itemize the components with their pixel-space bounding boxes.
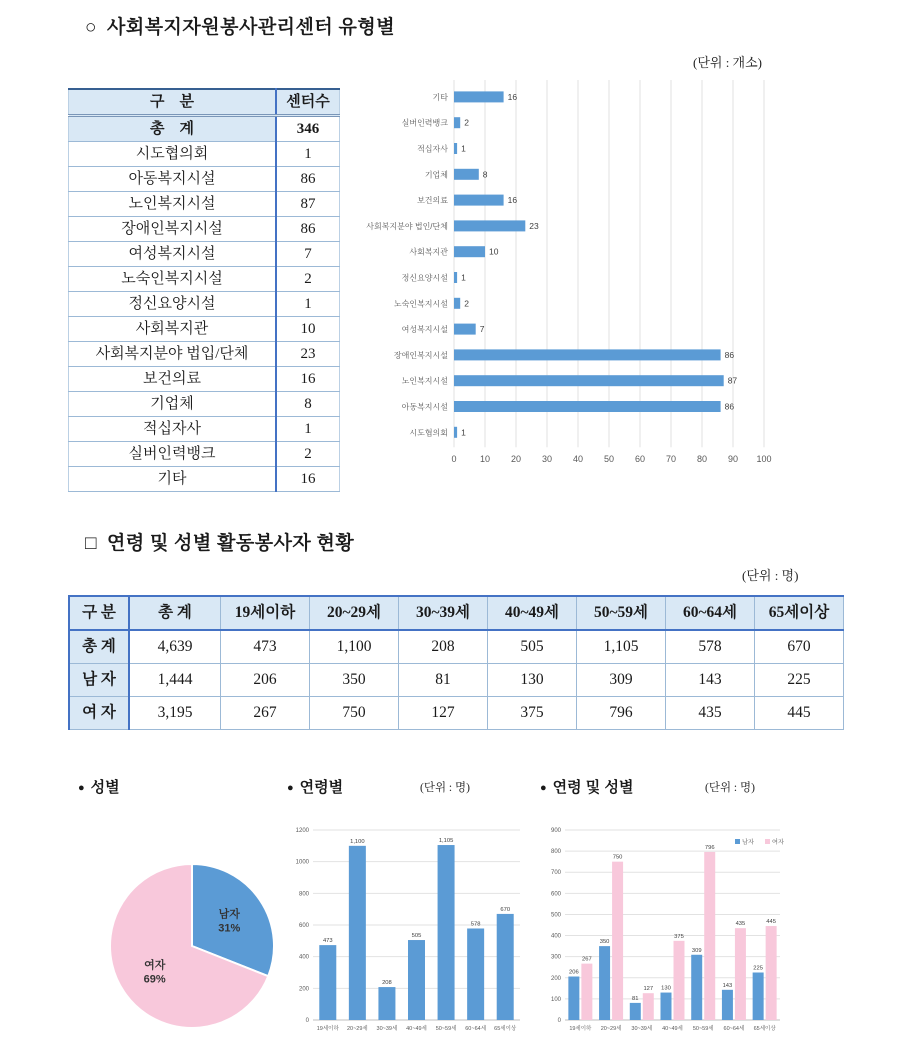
y-tick-label: 1000 — [295, 859, 309, 866]
category-label: 시도협의회 — [409, 428, 448, 438]
value-cell: 1,444 — [129, 664, 221, 697]
value-cell: 16 — [276, 467, 340, 492]
y-tick-label: 800 — [550, 849, 561, 856]
value-cell: 1 — [276, 142, 340, 167]
x-tick-label: 40 — [572, 454, 584, 465]
age-gender-chart-title — [540, 776, 633, 797]
bar — [722, 990, 733, 1020]
section2-title — [85, 528, 354, 555]
x-category-label: 19세이하 — [316, 1026, 339, 1032]
bar-value-label: 143 — [722, 982, 733, 989]
x-tick-label: 0 — [451, 454, 457, 465]
value-cell: 267 — [221, 697, 310, 730]
bar — [766, 926, 777, 1020]
bar — [581, 964, 592, 1020]
bar-value-label: 10 — [489, 246, 499, 257]
table-row — [69, 217, 340, 242]
row-label-cell: 시도협의회 — [69, 142, 277, 167]
y-tick-label: 600 — [550, 891, 561, 898]
pie-value-label: 69% — [143, 973, 166, 986]
x-tick-label: 10 — [479, 454, 491, 465]
bar-value-label: 8 — [482, 169, 488, 180]
gender-chart-title-text: 성별 — [90, 779, 120, 796]
value-cell: 2 — [276, 267, 340, 292]
row-label-cell: 적십자사 — [69, 417, 277, 442]
table-row — [69, 630, 844, 664]
age-gender-chart-unit-label: (단위 : 명) — [705, 782, 755, 794]
center-type-table — [68, 88, 340, 492]
value-cell: 1,105 — [577, 630, 666, 664]
age-chart-title-text: 연령별 — [299, 779, 344, 796]
bar-value-label: 1 — [461, 427, 466, 438]
table-row — [69, 242, 340, 267]
section1-title — [85, 12, 395, 39]
x-tick-label: 30 — [541, 454, 553, 465]
header-cell: 50~59세 — [577, 596, 666, 630]
bar-value-label: 208 — [382, 980, 392, 987]
table-row — [69, 367, 340, 392]
bar-value-label: 267 — [582, 956, 592, 963]
value-cell: 1 — [276, 417, 340, 442]
bar-value-label: 473 — [322, 938, 333, 945]
bar-value-label: 1,100 — [350, 838, 365, 845]
category-label: 기업체 — [424, 170, 448, 180]
center-type-bar-chart — [356, 78, 796, 470]
bar — [408, 940, 425, 1020]
bar — [319, 945, 336, 1020]
value-cell: 750 — [310, 697, 399, 730]
bar — [704, 852, 715, 1020]
value-cell: 10 — [276, 317, 340, 342]
value-cell: 375 — [488, 697, 577, 730]
table-row — [69, 142, 340, 167]
y-tick-label: 800 — [298, 891, 309, 898]
bar — [568, 977, 579, 1020]
table-row — [69, 167, 340, 192]
table-row — [69, 392, 340, 417]
table-row — [69, 267, 340, 292]
bar — [454, 169, 479, 180]
x-tick-label: 80 — [696, 454, 708, 465]
value-cell: 445 — [755, 697, 844, 730]
age-gender-bar-chart — [533, 818, 845, 1045]
bar — [454, 427, 457, 438]
bar-value-label: 1,105 — [438, 838, 454, 845]
value-cell: 1,100 — [310, 630, 399, 664]
header-cell: 30~39세 — [399, 596, 488, 630]
bar — [454, 349, 721, 360]
header-cell: 65세이상 — [755, 596, 844, 630]
row-label-cell: 노숙인복지시설 — [69, 267, 277, 292]
x-category-label: 20~29세 — [600, 1026, 622, 1032]
bar-value-label: 206 — [569, 969, 579, 976]
bar-value-label: 435 — [735, 921, 746, 928]
bar — [454, 298, 460, 309]
legend-swatch — [735, 839, 740, 844]
row-label-cell: 남 자 — [69, 664, 129, 697]
x-category-label: 20~29세 — [346, 1026, 368, 1032]
x-category-label: 65세이상 — [753, 1026, 776, 1032]
bar — [691, 955, 702, 1020]
bar-value-label: 445 — [766, 919, 776, 926]
category-label: 사회복지관 — [409, 247, 448, 257]
section1-unit-label: (단위 : 개소) — [693, 55, 763, 70]
x-category-label: 50~59세 — [692, 1026, 714, 1032]
bar-value-label: 2 — [464, 298, 469, 309]
value-cell: 1 — [276, 292, 340, 317]
value-cell: 578 — [666, 630, 755, 664]
bar — [753, 973, 764, 1021]
category-label: 장애인복지시설 — [393, 350, 448, 360]
section1-title-text: 사회복지자원봉사관리센터 유형별 — [106, 17, 396, 38]
bullet-icon: ● — [540, 782, 547, 794]
bar-value-label: 375 — [674, 933, 684, 940]
bar — [454, 272, 457, 283]
row-label-cell: 실버인력뱅크 — [69, 442, 277, 467]
bullet-icon: ● — [78, 782, 85, 794]
bar — [735, 928, 746, 1020]
x-tick-label: 100 — [756, 454, 772, 465]
x-category-label: 60~64세 — [723, 1026, 745, 1032]
row-label-cell: 기타 — [69, 467, 277, 492]
bar — [454, 220, 525, 231]
value-cell: 143 — [666, 664, 755, 697]
category-label: 기타 — [432, 92, 448, 102]
bar-value-label: 16 — [507, 91, 518, 102]
category-label: 노인복지시설 — [401, 376, 448, 386]
section2-unit-label: (단위 : 명) — [742, 568, 799, 583]
y-tick-label: 400 — [550, 933, 561, 940]
x-category-label: 50~59세 — [435, 1026, 457, 1032]
y-tick-label: 400 — [298, 954, 309, 961]
value-cell: 435 — [666, 697, 755, 730]
legend-label: 여자 — [772, 839, 784, 846]
bar-value-label: 81 — [632, 995, 639, 1002]
bar-value-label: 23 — [529, 220, 539, 231]
header-cell: 40~49세 — [488, 596, 577, 630]
table-row — [69, 116, 340, 142]
bar — [630, 1003, 641, 1020]
gender-chart-title — [78, 776, 120, 797]
row-label-cell: 사회복지관 — [69, 317, 277, 342]
category-label: 적십자사 — [417, 144, 448, 154]
x-tick-label: 20 — [510, 454, 522, 465]
row-label-cell: 기업체 — [69, 392, 277, 417]
value-cell: 87 — [276, 192, 340, 217]
bar-value-label: 796 — [704, 844, 715, 851]
table-header-row — [69, 89, 340, 116]
row-label-cell: 사회복지분야 법입/단체 — [69, 342, 277, 367]
x-category-label: 19세이하 — [569, 1026, 592, 1032]
bar — [438, 845, 455, 1020]
section2-title-text: 연령 및 성별 활동봉사자 현황 — [106, 533, 355, 554]
value-cell: 7 — [276, 242, 340, 267]
value-cell: 473 — [221, 630, 310, 664]
bullet-icon: ● — [287, 782, 294, 794]
table-row — [69, 442, 340, 467]
circle-marker: ○ — [85, 17, 97, 38]
y-tick-label: 900 — [550, 828, 561, 834]
bar-value-label: 1 — [461, 143, 466, 154]
bar-value-label: 750 — [612, 854, 623, 861]
bar — [378, 987, 395, 1020]
bar — [497, 914, 514, 1020]
bar-value-label: 505 — [411, 933, 422, 940]
y-tick-label: 200 — [550, 975, 561, 982]
header-cell: 센터수 — [276, 89, 340, 116]
table-row — [69, 697, 844, 730]
y-tick-label: 700 — [550, 870, 561, 877]
pie-label: 여자 — [144, 959, 166, 972]
bar — [349, 846, 366, 1020]
value-cell: 796 — [577, 697, 666, 730]
x-tick-label: 50 — [603, 454, 615, 465]
bar-value-label: 309 — [691, 947, 702, 954]
bar-value-label: 86 — [724, 401, 735, 412]
value-cell: 208 — [399, 630, 488, 664]
category-label: 사회복지분야 법인/단체 — [366, 221, 448, 231]
y-tick-label: 500 — [550, 912, 561, 919]
x-category-label: 60~64세 — [465, 1026, 487, 1032]
bar-value-label: 350 — [599, 939, 610, 946]
value-cell: 225 — [755, 664, 844, 697]
value-cell: 206 — [221, 664, 310, 697]
category-label: 여성복지시설 — [401, 325, 448, 335]
table-row — [69, 467, 340, 492]
age-gender-chart-title-text: 연령 및 성별 — [552, 779, 634, 796]
value-cell: 8 — [276, 392, 340, 417]
value-cell: 81 — [399, 664, 488, 697]
row-label-cell: 장애인복지시설 — [69, 217, 277, 242]
bar — [643, 993, 654, 1020]
row-label-cell: 보건의료 — [69, 367, 277, 392]
bar — [454, 401, 721, 412]
category-label: 노숙인복지시설 — [393, 299, 448, 309]
value-cell: 86 — [276, 167, 340, 192]
x-category-label: 40~49세 — [406, 1026, 427, 1032]
bar-value-label: 87 — [727, 375, 738, 386]
pie-label: 남자 — [218, 908, 240, 921]
bar-value-label: 16 — [507, 195, 518, 206]
bar — [454, 91, 504, 102]
bar — [612, 862, 623, 1020]
bar-value-label: 1 — [461, 272, 466, 283]
bar — [454, 195, 504, 206]
bar-value-label: 127 — [643, 986, 654, 993]
age-gender-table — [68, 595, 844, 730]
x-tick-label: 70 — [665, 454, 677, 465]
bar — [599, 946, 610, 1020]
category-label: 아동복지시설 — [401, 402, 448, 412]
pie-value-label: 31% — [218, 922, 241, 935]
row-label-cell: 총 계 — [69, 116, 277, 142]
age-chart-unit-label: (단위 : 명) — [420, 782, 470, 794]
value-cell: 4,639 — [129, 630, 221, 664]
y-tick-label: 0 — [305, 1018, 309, 1024]
x-category-label: 40~49세 — [662, 1026, 683, 1032]
gender-pie-chart — [92, 850, 302, 1045]
y-tick-label: 300 — [550, 954, 561, 961]
y-tick-label: 0 — [557, 1018, 561, 1024]
bar — [454, 324, 476, 335]
table-header-row — [69, 596, 844, 630]
bar — [454, 375, 724, 386]
value-cell: 309 — [577, 664, 666, 697]
y-tick-label: 200 — [298, 986, 309, 993]
bar-value-label: 7 — [479, 324, 485, 335]
table-row — [69, 664, 844, 697]
header-cell: 구 분 — [69, 596, 129, 630]
value-cell: 505 — [488, 630, 577, 664]
value-cell: 3,195 — [129, 697, 221, 730]
category-label: 정신요양시설 — [401, 273, 448, 283]
table-row — [69, 292, 340, 317]
x-category-label: 30~39세 — [631, 1026, 653, 1032]
y-tick-label: 1200 — [295, 828, 309, 834]
row-label-cell: 총 계 — [69, 630, 129, 664]
category-label: 보건의료 — [417, 196, 448, 206]
bar — [454, 143, 457, 154]
bar-value-label: 2 — [464, 117, 469, 128]
bar-value-label: 86 — [724, 349, 735, 360]
value-cell: 2 — [276, 442, 340, 467]
table-row — [69, 317, 340, 342]
bar-value-label: 670 — [500, 906, 511, 913]
age-bar-chart — [283, 818, 525, 1045]
bar — [454, 246, 485, 257]
value-cell: 23 — [276, 342, 340, 367]
row-label-cell: 여성복지시설 — [69, 242, 277, 267]
row-label-cell: 아동복지시설 — [69, 167, 277, 192]
category-label: 실버인력뱅크 — [401, 118, 448, 128]
value-cell: 130 — [488, 664, 577, 697]
row-label-cell: 노인복지시설 — [69, 192, 277, 217]
table-row — [69, 342, 340, 367]
value-cell: 350 — [310, 664, 399, 697]
table-row — [69, 192, 340, 217]
bar — [454, 117, 460, 128]
y-tick-label: 600 — [298, 923, 309, 929]
legend-swatch — [765, 839, 770, 844]
value-cell: 86 — [276, 217, 340, 242]
header-cell: 20~29세 — [310, 596, 399, 630]
header-cell: 19세이하 — [221, 596, 310, 630]
x-category-label: 65세이상 — [494, 1026, 517, 1032]
row-label-cell: 여 자 — [69, 697, 129, 730]
header-cell: 총 계 — [129, 596, 221, 630]
value-cell: 670 — [755, 630, 844, 664]
bar-value-label: 225 — [753, 965, 763, 972]
age-chart-title — [287, 776, 343, 797]
square-marker: □ — [85, 533, 97, 554]
row-label-cell: 정신요양시설 — [69, 292, 277, 317]
value-cell: 127 — [399, 697, 488, 730]
value-cell: 346 — [276, 116, 340, 142]
table-row — [69, 417, 340, 442]
bar-value-label: 130 — [661, 985, 671, 992]
value-cell: 16 — [276, 367, 340, 392]
x-category-label: 30~39세 — [376, 1026, 398, 1032]
y-tick-label: 100 — [550, 996, 561, 1003]
bar — [467, 928, 484, 1020]
bar — [674, 941, 685, 1020]
x-tick-label: 60 — [634, 454, 646, 465]
legend-label: 남자 — [742, 839, 754, 846]
header-cell: 60~64세 — [666, 596, 755, 630]
x-tick-label: 90 — [727, 454, 739, 465]
bar-value-label: 578 — [470, 921, 481, 928]
bar — [661, 993, 672, 1020]
header-cell: 구 분 — [69, 89, 277, 116]
